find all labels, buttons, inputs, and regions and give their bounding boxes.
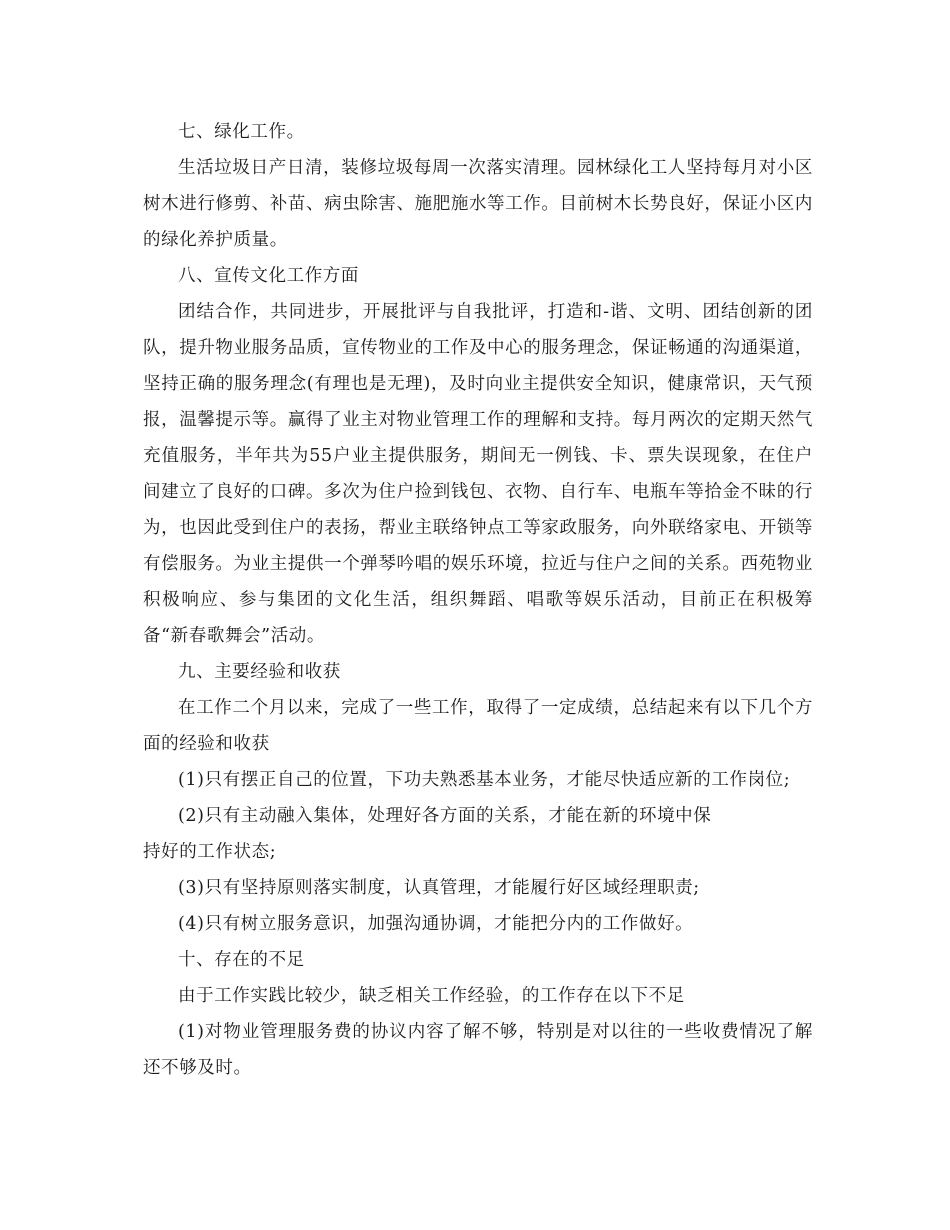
section-heading-publicity: 八、宣传文化工作方面 <box>178 266 359 286</box>
section-heading-shortcomings: 十、存在的不足 <box>178 950 305 970</box>
paragraph-shortcomings-intro: 由于工作实践比较少，缺乏相关工作经验，的工作存在以下不足 <box>178 986 685 1006</box>
paragraph-greening: 生活垃圾日产日清，装修垃圾每周一次落实清理。园林绿化工人坚持每月对小区树木进行修剪、补苗、病虫除害、施肥施水等工作。目前树木长势良好，保证小区内的绿化养护质量。 <box>143 158 813 250</box>
section-heading-greening: 七、绿化工作。 <box>178 122 305 142</box>
list-item-experience-2: (2)只有主动融入集体，处理好各方面的关系，才能在新的环境中保 <box>178 806 712 826</box>
list-item-experience-2-continuation: 持好的工作状态; <box>143 842 277 862</box>
list-item-experience-4: (4)只有树立服务意识，加强沟通协调，才能把分内的工作做好。 <box>178 914 694 934</box>
paragraph-publicity: 团结合作，共同进步，开展批评与自我批评，打造和-谐、文明、团结创新的团队，提升物业服务品质，宣传物业的工作及中心的服务理念，保证畅通的沟通渠道，坚持正确的服务理念(有理也是无理)，及时向业主提供安全知识，健康常识，天气预报，温馨提示等。赢得了业主对物业管理工作的理解和支持。每月两次的定期天然气充值服务，半年共为55户业主提供服务，期间无一例钱、卡、票失误现象，在住户间建立了良好的口碑。多次为住户捡到钱包、衣物、自行车、电瓶车等拾金不昧的行为，也因此受到住户的表扬，帮业主联络钟点工等家政服务，向外联络家电、开锁等有偿服务。为业主提供一个弹琴吟唱的娱乐环境，拉近与住户之间的关系。西苑物业积极响应、参与集团的文化生活，组织舞蹈、唱歌等娱乐活动，目前正在积极筹备“新春歌舞会”活动。 <box>143 302 813 646</box>
list-item-experience-1: (1)只有摆正自己的位置，下功夫熟悉基本业务，才能尽快适应新的工作岗位; <box>178 770 791 790</box>
section-heading-experience: 九、主要经验和收获 <box>178 662 341 682</box>
paragraph-experience-intro: 在工作二个月以来，完成了一些工作，取得了一定成绩，总结起来有以下几个方面的经验和收获 <box>143 698 813 754</box>
document-body <box>143 114 813 1086</box>
list-item-shortcoming-1: (1)对物业管理服务费的协议内容了解不够，特别是对以往的一些收费情况了解还不够及时。 <box>143 1022 813 1078</box>
list-item-experience-3: (3)只有坚持原则落实制度，认真管理，才能履行好区域经理职责; <box>178 878 700 898</box>
